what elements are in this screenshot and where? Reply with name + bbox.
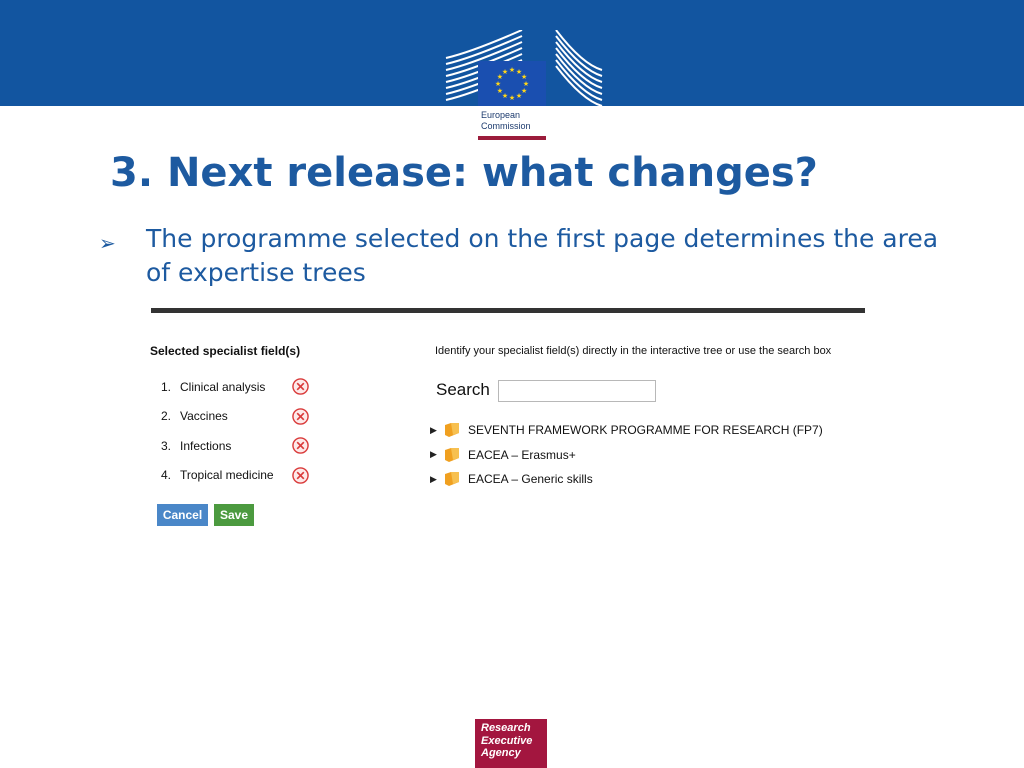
flag-star-icon: ★ [496,74,504,81]
tree-node-label[interactable]: EACEA – Erasmus+ [468,447,576,462]
flag-star-icon: ★ [496,88,504,95]
item-label: Tropical medicine [180,468,274,483]
item-label: Clinical analysis [180,379,266,394]
flag-star-icon: ★ [515,68,523,76]
agency-logo-text: Research Executive Agency [481,722,533,759]
selected-fields-list [161,372,309,490]
flag-star-icon: ★ [522,81,530,88]
tree-node[interactable] [430,418,823,443]
cancel-button[interactable]: Cancel [157,504,208,526]
remove-icon[interactable] [292,378,309,395]
item-number: 1. [161,379,172,394]
flag-star-icon: ★ [520,88,528,95]
item-number: 4. [161,468,172,483]
flag-star-icon: ★ [494,81,502,88]
item-number: 2. [161,409,172,424]
item-number: 3. [161,438,172,453]
expertise-tree [430,418,823,492]
bullet-arrow-icon: ➢ [99,233,116,255]
item-label: Vaccines [180,409,228,424]
remove-icon[interactable] [292,437,309,454]
flag-star-icon: ★ [501,93,509,101]
divider [151,308,865,313]
search-input[interactable] [498,380,656,402]
commission-logo-text: European Commission [481,110,531,131]
flag-star-icon: ★ [508,95,516,102]
folder-icon [443,448,465,462]
expand-arrow-icon[interactable]: ▶ [430,424,437,435]
tree-hint-text: Identify your specialist field(s) directly in the interactive tree or use the search box [435,345,832,357]
selected-fields-title: Selected specialist field(s) [150,344,301,358]
logo-accent-line [478,136,546,140]
tree-node-label[interactable]: SEVENTH FRAMEWORK PROGRAMME FOR RESEARCH (FP7) [468,423,823,438]
item-label: Infections [180,438,232,453]
flag-star-icon: ★ [515,93,523,101]
eu-flag-icon [478,61,546,106]
remove-icon[interactable] [292,467,309,484]
tree-node-label[interactable]: EACEA – Generic skills [468,472,593,487]
flag-star-icon: ★ [508,67,516,74]
list-item [161,402,309,432]
slide-title: 3. Next release: what changes? [110,150,818,196]
list-item [161,431,309,461]
save-button[interactable]: Save [214,504,254,526]
tree-node[interactable] [430,467,823,492]
flag-star-icon: ★ [520,74,528,81]
folder-icon [443,423,465,437]
flag-star-icon: ★ [501,68,509,76]
folder-icon [443,472,465,486]
expand-arrow-icon[interactable]: ▶ [430,473,437,484]
list-item [161,372,309,402]
expand-arrow-icon[interactable]: ▶ [430,449,437,460]
search-label: Search [436,380,490,399]
list-item [161,461,309,491]
remove-icon[interactable] [292,408,309,425]
bullet-text: The programme selected on the first page determines the area of expertise trees [146,224,939,287]
tree-node[interactable] [430,443,823,468]
